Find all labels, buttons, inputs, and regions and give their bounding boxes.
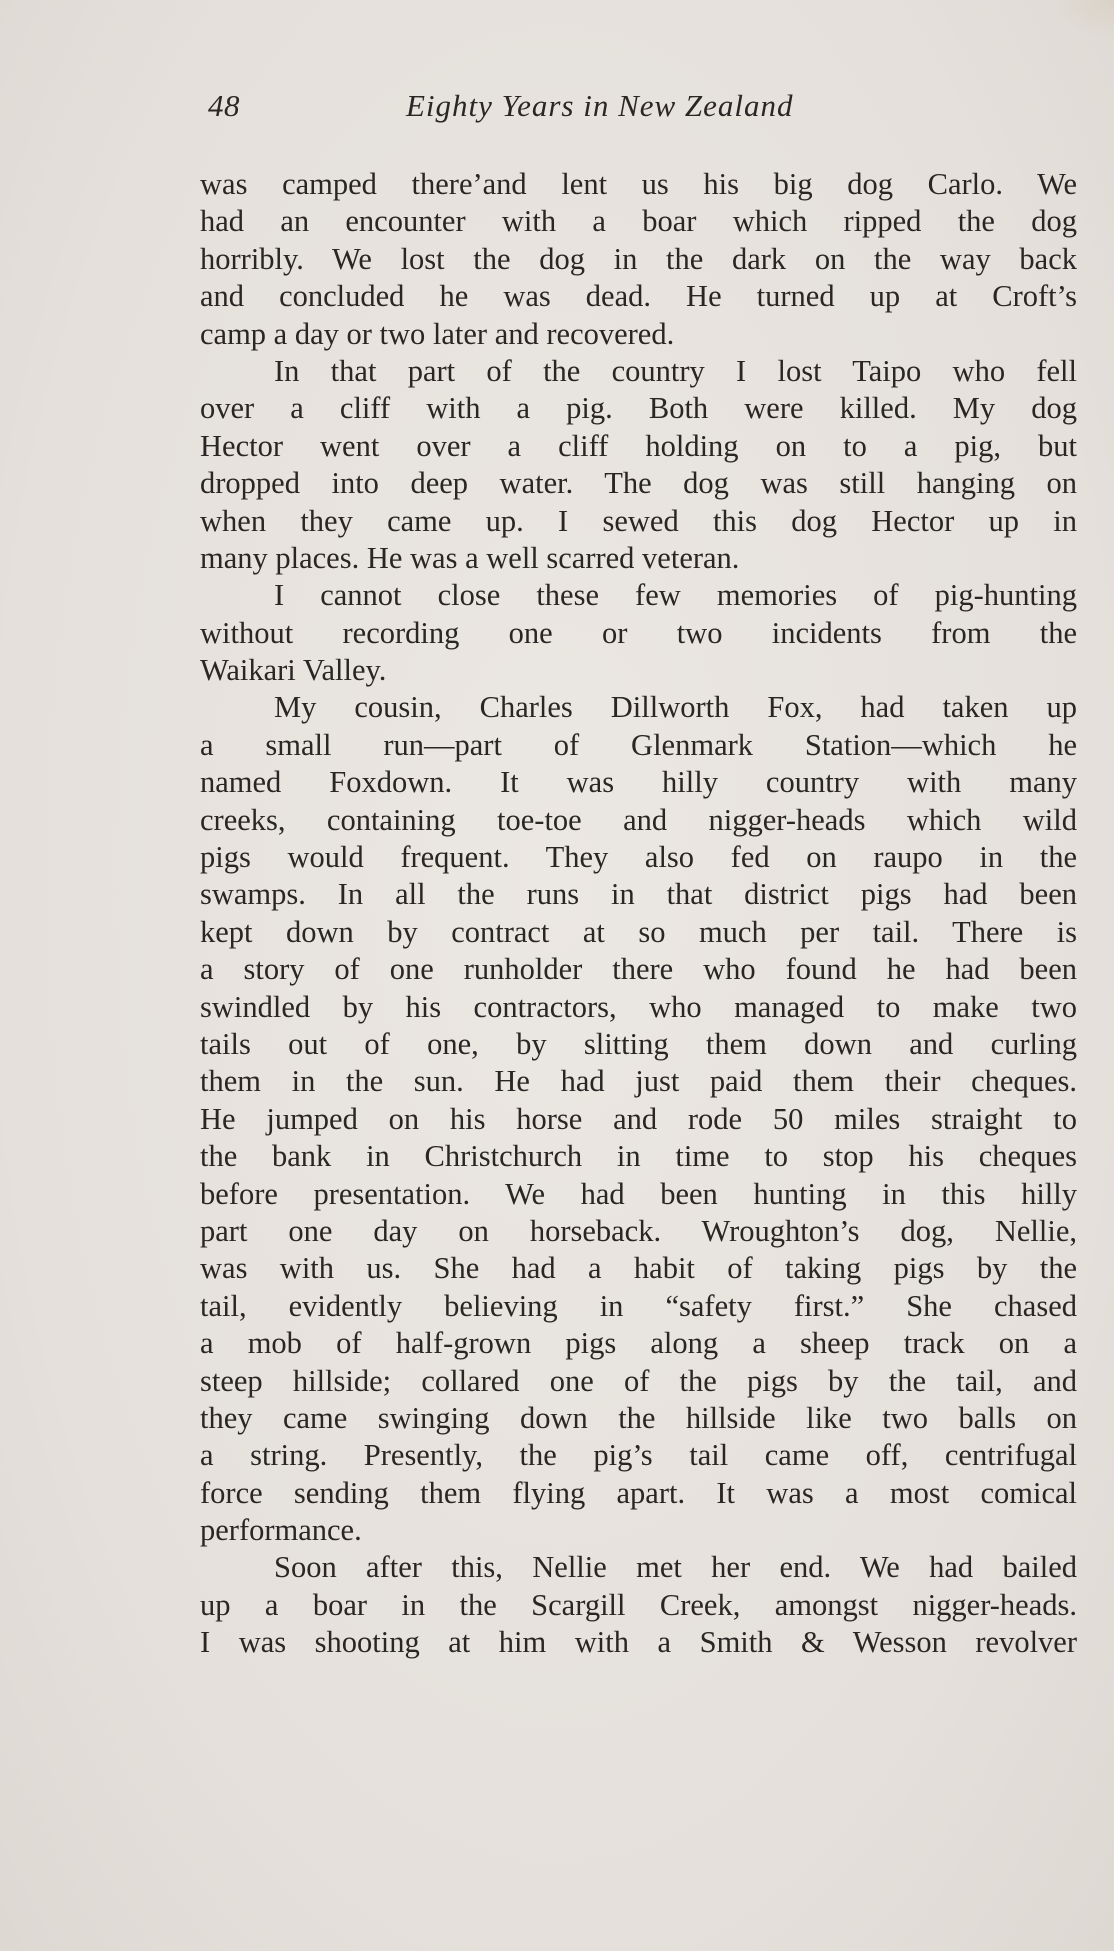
text-line: was camped there’and lent us his big dog Carlo. We xyxy=(200,167,1077,201)
text-line: creeks, containing toe-toe and nigger-heads which wild xyxy=(200,802,1077,837)
text-line: a story of one runholder there who found he had been xyxy=(200,952,1077,987)
text-line: them in the sun. He had just paid them their cheques. xyxy=(200,1064,1077,1099)
text-line: up a boar in the Scargill Creek, amongst nigger-heads. xyxy=(200,1587,1077,1622)
text-line: without recording one or two incidents from the xyxy=(200,615,1077,650)
text-line: Waikari Valley. xyxy=(200,653,387,688)
text-line: before presentation. We had been hunting in this hilly xyxy=(200,1176,1077,1211)
text-line: swindled by his contractors, who managed to make two xyxy=(200,989,1077,1024)
text-line: named Foxdown. It was hilly country with many xyxy=(200,765,1077,800)
body-text xyxy=(200,166,1092,1662)
text-line: camp a day or two later and recovered. xyxy=(200,316,675,351)
text-line: a string. Presently, the pig’s tail came off, centrifugal xyxy=(200,1438,1077,1473)
text-line: had an encounter with a boar which ripped the dog xyxy=(200,204,1077,239)
text-line: horribly. We lost the dog in the dark on the way back xyxy=(200,241,1077,276)
text-line: when they came up. I sewed this dog Hector up in xyxy=(200,503,1077,538)
text-line: a mob of half-grown pigs along a sheep track on a xyxy=(200,1326,1077,1361)
page-number: 48 xyxy=(208,88,240,123)
text-line: I cannot close these few memories of pig-hunting xyxy=(274,578,1077,613)
text-line: pigs would frequent. They also fed on raupo in the xyxy=(200,840,1077,875)
text-line: I was shooting at him with a Smith & Wesson revolver xyxy=(200,1625,1077,1660)
text-line: steep hillside; collared one of the pigs by the tail, and xyxy=(200,1363,1077,1398)
text-line: swamps. In all the runs in that district pigs had been xyxy=(200,877,1077,912)
text-line: a small run—part of Glenmark Station—which he xyxy=(200,727,1077,762)
text-line: over a cliff with a pig. Both were killed. My dog xyxy=(200,391,1077,426)
page-header xyxy=(208,88,908,128)
text-line: kept down by contract at so much per tail. There is xyxy=(200,914,1077,949)
text-line: dropped into deep water. The dog was still hanging on xyxy=(200,466,1077,501)
text-line: they came swinging down the hillside like two balls on xyxy=(200,1400,1077,1435)
text-line: part one day on horseback. Wroughton’s dog, Nellie, xyxy=(200,1213,1077,1248)
text-line: Hector went over a cliff holding on to a pig, but xyxy=(200,428,1077,463)
text-line: Soon after this, Nellie met her end. We had bailed xyxy=(274,1550,1077,1585)
text-line: tail, evidently believing in “safety first.” She chased xyxy=(200,1288,1077,1323)
text-line: My cousin, Charles Dillworth Fox, had taken up xyxy=(274,690,1077,725)
text-line: performance. xyxy=(200,1513,362,1548)
text-line: force sending them flying apart. It was a most comical xyxy=(200,1475,1077,1510)
text-line: the bank in Christchurch in time to stop his cheques xyxy=(200,1139,1077,1174)
text-line: He jumped on his horse and rode 50 miles straight to xyxy=(200,1101,1077,1136)
text-line: was with us. She had a habit of taking pigs by the xyxy=(200,1251,1077,1286)
running-title: Eighty Years in New Zealand xyxy=(406,88,794,123)
text-line: tails out of one, by slitting them down and curling xyxy=(200,1026,1077,1061)
page-stain xyxy=(1054,0,1114,40)
text-line: and concluded he was dead. He turned up at Croft’s xyxy=(200,279,1077,314)
text-line: many places. He was a well scarred veteran. xyxy=(200,540,740,575)
text-line: In that part of the country I lost Taipo who fell xyxy=(274,353,1077,388)
